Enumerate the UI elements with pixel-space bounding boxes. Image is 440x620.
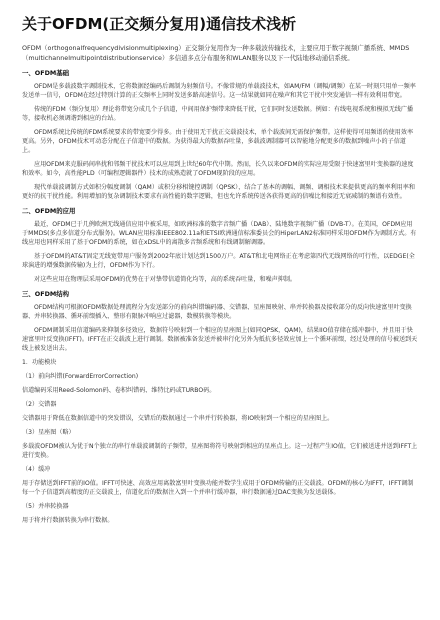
paragraph: 基于OFDM的AT&T固定无线宽带用户服务到2002年底计划达到1500万户。AT&T和北电网络正在考虑第四代无线网络的可行性，以EDGE(全球演进的增强数据传输)为上行，OFDM作为下行。 (22, 253, 415, 270)
paragraph: 对这些应用在物理层采用OFDM的优势在于对挚带信道简化均等，高的系统吞吐量，和噪声抑制。 (34, 276, 297, 284)
paragraph: 最近，OFDM已于几例欧洲无线通信应用中被采用，如欧洲标准的数字音频广播（DAB）、陆地数字视频广播（DVB-T）。在美国，OFDM应用于MMDS(多点多信道分布式服务)。WLAN应用标准IEEE802.11a和ETSI欧洲通信标准委员会的HiperLAN2标准同样采用OFDM作为调制方式。有线应用也同样采用了基于OFDM的系统，如在xDSL中的离散多音频系统和有线调制解调器。 (22, 221, 417, 247)
list-heading: 1．功能模块 (22, 359, 57, 367)
paragraph: OFDM调制采用信道编码来抑制多径效应，数据符号映射到一个相应的星座图上(如同QPSK，QAM)，结果IIO值存储在缓冲器中，并且用于快速富里叶反变换(IFFT)。IFFT在正交载波上进行调制。数据被准备发送并被串行化另外为抵抗多径效应加上一个循环前缀，经过处理的信号被送到天线上被发送出去。 (22, 327, 418, 353)
list-subheading: （5）并串转换器 (22, 503, 69, 511)
intro-paragraph: OFDM（orthogonalfrequencydivisionmultiplexing）正交频分复用作为一种多载波传输技术，主要应用于数字视频广播系统、MMDS（multichannelmultipointdistributionservice）多信道多点分布服务和WLAN服务以及下一代陆地移动通信系统。 (22, 44, 410, 62)
document-title: 关于OFDM(正交频分复用)通信技术浅析 (22, 15, 297, 33)
list-subheading: （4）缓冲 (22, 466, 51, 474)
paragraph: 应用OFDM来克服码间串扰和邻频干扰技术可以应用到上世纪60年代中期。然而，长久以来OFDM的实际应用受限于快速富里叶变换器的速度和效率。如今，高性能PLD（可编程逻辑器件）技术的成熟造就了OFDM现阶段的应用。 (22, 161, 414, 178)
list-subheading: （3）星座图（略） (22, 429, 75, 437)
list-text: 用于存储送到IFFT前的IO值。IFFT可快速、高效应用离散富里叶变换功能并数学生成用于OFDM传输的正交载波。OFDM的核心为IFFT，IFFT调制每一个子信道到高精度的正交载波上，信道化后的数据注入到一个并串行缓冲器，串行数据通过DAC变换为发送载体。 (22, 480, 414, 497)
paragraph: 传统的FDM（频分复用）理论将带宽分成几个子信道，中间用保护频带来降低干扰，它们同时发送数据。例如：有线电视系统和模拟无线广播等，接收机必须调谐到相应的台站。 (22, 106, 414, 123)
paragraph: OFDM结构可根据OFDM数据处理流程分为发送部分的前向纠错编码器、交错器、星座图映射、串并转换器及接收部分的反向快速富里叶变换器、并串转换器、循环前缀插入、整形有限脉冲响应过滤器，数模转换等模块。 (22, 304, 412, 321)
list-text: 交错器用于降低在数据信道中的突发错误，交错后的数据通过一个串并行转换器，将IO映射到一个相应的星座图上。 (22, 415, 334, 423)
section-heading-2: 二、OFDM的应用 (22, 207, 76, 216)
paragraph: OFDM系统比传统的FDM系统要求的带宽要少得多。由于使用无干扰正交载波技术，单个载波间无需保护频带。这样使得可用频谱的使用效率更高。另外，OFDM技术可动态分配在子信道中的数据。为获得最大的数据吞吐量，多载波调制器可以智能地分配更多的数据到噪声小的子信道上。 (22, 129, 414, 155)
list-subheading: （2）交错器 (22, 401, 57, 409)
list-subheading: （1）前向纠错(ForwardErrorCorrection) (22, 373, 139, 381)
list-text: 信道编码采用Reed-Solomon码、卷积纠错码、维特比码或TURBO码。 (22, 387, 216, 395)
list-text: 用于将并行数据转换为串行数据。 (22, 517, 114, 525)
list-text: 多载波OFDM被认为优于N个独立的串行单载波调制的子频带，星座图将符号映射到相应的星座点上。这一过程产生IO值，它们被送进并送到IFFT上进行变换。 (22, 443, 418, 460)
section-heading-1: 一、OFDM基础 (22, 69, 70, 78)
section-heading-3: 三、OFDM结构 (22, 290, 70, 299)
paragraph: 现代单载波调制方式如积分幅度调制（QAM）或积分移相键控调制（QPSK），结合了基本的调幅、调频、调相技术来提供更高的频率利用率和更好的抗干扰性能。利用增加的复杂调制技术要求有高性能的数字逻辑，但也允许系统传送各获得更高的信噪比和接近无衰减制的频谱有效性。 (22, 184, 415, 201)
paragraph: OFDM是多载波数字调制技术，它将数据经编码后调制为射频信号。不像常规的单载波技术，如AM/FM（调幅/调频）在某一时刻只用单一频率发送单一信号，OFDM在经过特别计算的正交频率上同时发送多路高速信号。这一结果就如同在噪声和其它干扰中突发通信一样有效利用带宽。 (22, 83, 416, 100)
